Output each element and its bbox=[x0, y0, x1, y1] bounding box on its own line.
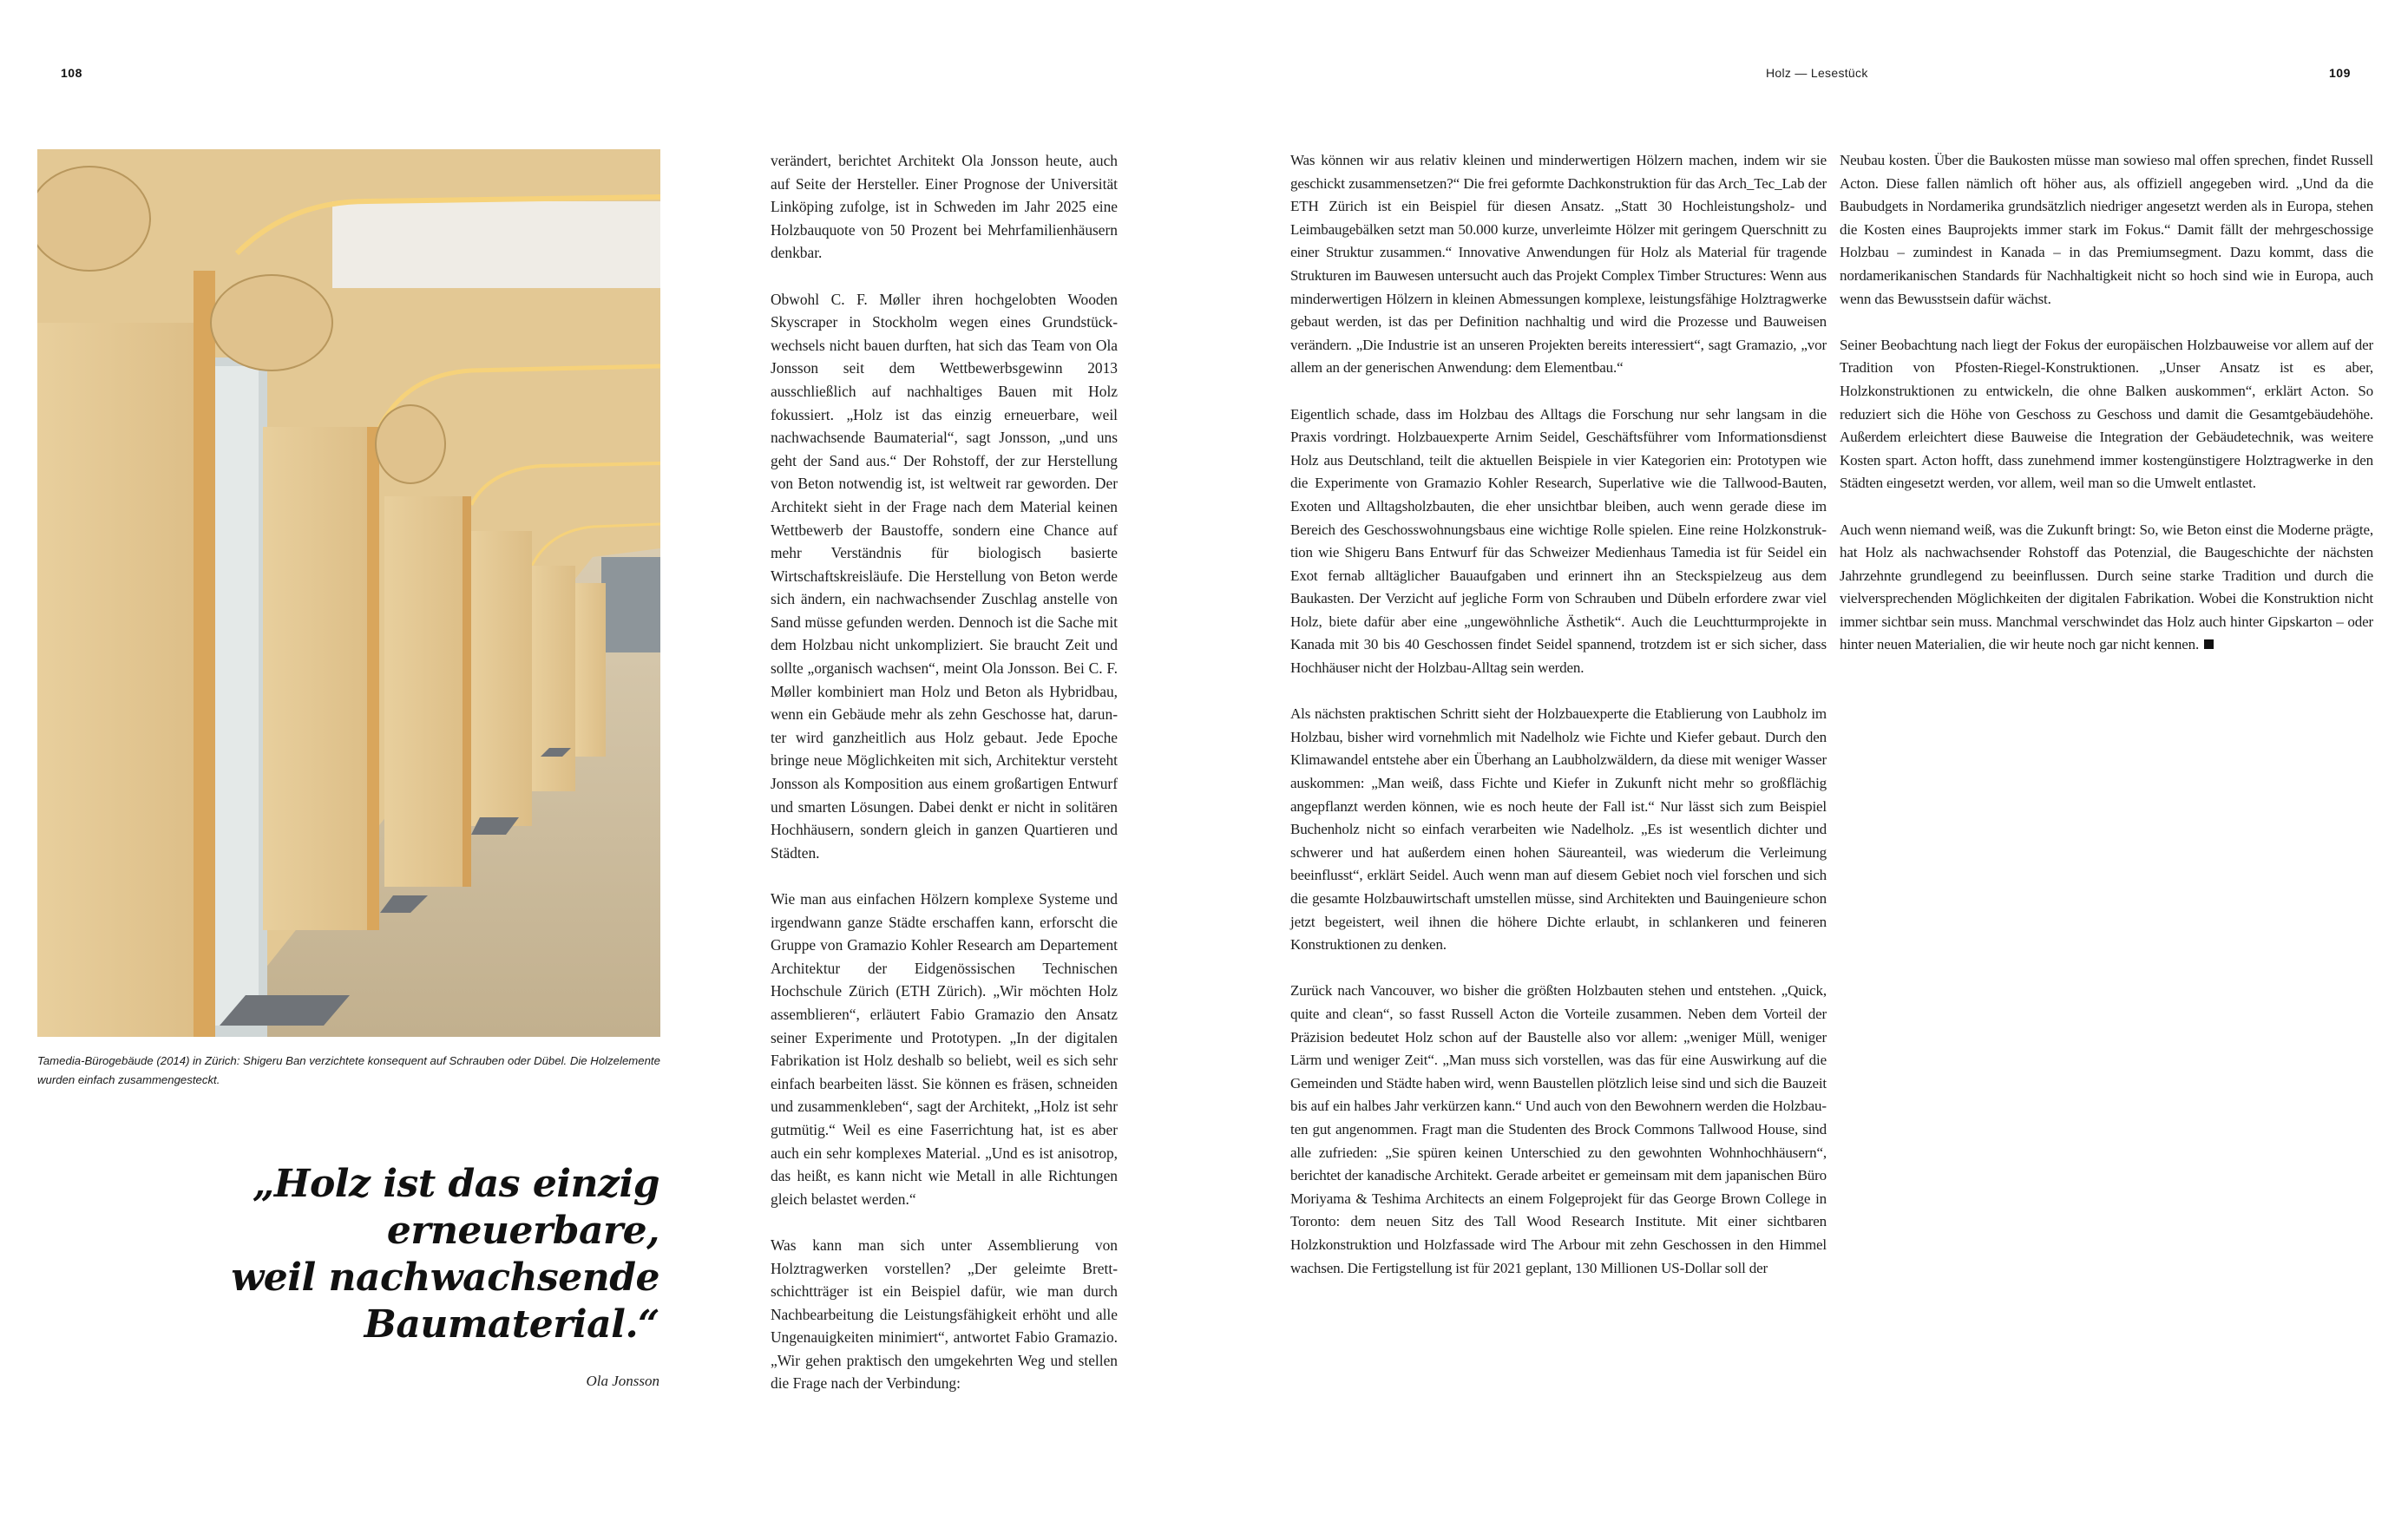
pull-quote bbox=[104, 1161, 659, 1348]
article-photo bbox=[37, 149, 660, 1037]
paragraph: verändert, berichtet Architekt Ola Jonsson heute, auch auf Seite der Hersteller. Einer Prognose der Universität Linköping zufolge, ist in Schweden im Jahr 2025 eine Holzbauquote von 50 Prozent bei Mehrfamilienhäusern denkbar. bbox=[771, 152, 1118, 262]
paragraph: Zurück nach Vancouver, wo bisher die größten Holzbauten stehen und entstehen. „Quick, quite and clean“, so fasst Russell Acton die Vorteile zusammen. Neben dem Vorteil der Präzision bedeutet Holz schon auf der Baustelle also vor allem: „weniger Müll, weniger Lärm und weniger Zeit“. „Man muss sich vorstellen, was das für eine Auswirkung auf die Gemeinden und Städte haben wird, wenn Baustellen plötzlich leise sind und sich die Bauzeit bis auf ein halbes Jahr verkürzen kann.“ Und auch von den Bewohnern werden die Holzbauten gut angenommen. Fragt man die Studenten des Brock Commons Tallwood House, sind alle zufrieden: „Sie spüren keinen Unterschied zu den gewohnten Wohnhochhäusern“, berichtet der kanadische Architekt. Gerade arbeitet er gemeinsam mit dem japanischen Büro Moriyama & Teshima Architects an einem Folgeprojekt für das George Brown College in Toronto: dem neuen Sitz des Tall Wood Research Institute. Mit einer sichtbaren Holzkonstruktion und Holzfassade wird The Arbour mit zehn Geschossen in den Himmel wachsen. Die Fertigstellung ist für 2021 geplant, 130 Millionen US-Dollar soll der bbox=[1290, 982, 1827, 1276]
paragraph: Als nächsten praktischen Schritt sieht der Holzbauexperte die Etablierung von Laubholz im Holzbau, bisher wird vornehmlich mit Nadelholz wie Fichte und Kiefer gebaut. Durch den Klimawandel entstehe aber ein Überhang an Laubholzwäldern, da diese mit weniger Wasser auskommen: „Man weiß, dass Fichte und Kiefer in Zukunft nicht mehr so großflächig angepflanzt werden können, wie es noch heute der Fall ist.“ Nur lässt sich zum Beispiel Buchenholz nicht so einfach verarbeiten wie Nadelholz. „Es ist wesentlich dichter und schwerer und hat außerdem einen hohen Säureanteil, was wiederum die Verleimung beeinflusst“, erklärt Seidel. Auch wenn man auf diesem Gebiet noch viel forschen und sich die gesamte Holzbauwirtschaft umstellen müsse, sind Architekten und Bauingenieure schon jetzt begeistert, weil ihnen die höhere Dichte erlaubt, in schlankeren und feineren Konstruktionen zu denken. bbox=[1290, 705, 1827, 954]
pull-quote-attribution: Ola Jonsson bbox=[586, 1373, 659, 1389]
page-number-right: 109 bbox=[2329, 66, 2351, 80]
text-column-1 bbox=[771, 149, 1118, 1395]
pull-quote-line: erneuerbare, bbox=[386, 1209, 659, 1253]
pull-quote-line: weil nachwachsende bbox=[231, 1255, 659, 1300]
page-number-left: 108 bbox=[61, 66, 82, 80]
paragraph: Eigentlich schade, dass im Holzbau des Alltags die Forschung nur sehr langsam in die Praxis vordringt. Holzbauexperte Arnim Seidel, Geschäftsführer vom Informationsdienst Holz aus Deutschland, teilt die aktuellen Beispiele in vier Kategorien ein: Prototypen wie die Experimente von Gramazio Kohler Research, Superlative wie die Tallwood-Bauten, Exoten und Alltagsholzbauten, die eher unsichtbar bleiben, auch wenn gerade diese im Bereich des Geschosswohnungsbaus eine wichtige Rolle spielen. Eine reine Holzkonstruktion wie Shigeru Bans Entwurf für das Schweizer Medienhaus Tamedia ist für Seidel ein Exot fernab alltäglicher Bauaufgaben und erinnert ihn an Steckspielzeug aus dem Baukasten. Der Verzicht auf jegliche Form von Schrauben und Dübeln erfordere zwar viel Holz, biete dafür aber eine „ungewöhnliche Ästhetik“. Auch die Leuchtturmprojekte in Kanada mit 30 bis 40 Geschossen findet Seidel spannend, trotzdem ist er sich sicher, dass Hochhäuser nicht der Holzbau-Alltag sein werden. bbox=[1290, 405, 1827, 677]
paragraph: Wie man aus einfachen Hölzern komplexe Systeme und irgendwann ganze Städte erschaffen kann, erforscht die Gruppe von Gramazio Kohler Research am Departement Architektur der Eidgenössischen Technischen Hochschule Zürich (ETH Zürich). „Wir möchten Holz assemblieren“, erläutert Fabio Gramazio den Ansatz seiner Experimente und Prototypen. „In der digitalen Fabrikation ist Holz deshalb so beliebt, weil es sich sehr einfach bearbeiten lässt. Sie können es fräsen, schneiden und zusammenkleben“, sagt der Architekt, „Holz ist sehr gutmütig.“ Weil es eine Faserrichtung hat, ist es aber auch ein sehr komplexes Material. „Und es ist anisotrop, das heißt, es kann nicht wie Metall in alle Richtungen gleich belastet werden.“ bbox=[771, 890, 1118, 1208]
paragraph: Was können wir aus relativ kleinen und minderwertigen Hölzern machen, indem wir sie geschickt zusammensetzen?“ Die frei geformte Dachkonstruktion für das Arch_Tec_Lab der ETH Zürich ist ein Beispiel für diesen Ansatz. „Statt 30 Hochleistungsholz- und Leimbaugebälken setzt man 50.000 kurze, unverleimte Hölzer mit geringem Querschnitt zu einer Struktur zusammen.“ Innovative Anwendungen für Holz als Material für tragende Strukturen im Bauwesen untersucht auch das Projekt Complex Timber Structures: Wenn aus minderwertigen Hölzern in kleinen Abmessungen komplexe, leistungsfähige Holztragwerke gebaut werden, ist das per Definition nachhaltig und wird die Prozesse und Bauweisen verändern. „Die Industrie ist an unseren Projekten bereits interessiert“, sagt Gramazio, „vor allem an der generischen Anwendung: dem Elementbau.“ bbox=[1290, 152, 1827, 377]
paragraph: Obwohl C. F. Møller ihren hochgelobten Wooden Skyscraper in Stockholm wegen eines Grundstückwechsels nicht bauen durften, hat sich das Team von Ola Jonsson seit dem Wettbewerbsgewinn 2013 ausschließlich auf nachhaltiges Bauen mit Holz fokussiert. „Holz ist das einzig erneuerbare, weil nachwachsende Baumaterial“, sagt Jonsson, „und uns geht der Sand aus.“ Der Rohstoff, der zur Herstellung von Beton notwendig ist, ist weltweit rar geworden. Der Architekt sieht in der Frage nach dem Material keinen Wettbewerb der Baustoffe, sondern eine Chance auf mehr Verständnis für biologisch basierte Wirtschaftskreisläufe. Die Herstellung von Beton werde sich ändern, ein nachwachsender Zuschlag anstelle von Sand müsse gefunden werden. Dennoch ist die Sache mit dem Holzbau nicht unkompliziert. Sie braucht Zeit und sollte „organisch wachsen“, meint Ola Jonsson. Bei C. F. Møller kombiniert man Holz und Beton als Hybridbau, wenn ein Gebäude mehr als zehn Geschosse hat, darunter wird ganzheitlich aus Holz gebaut. Jede Epoche bringe neue Möglichkeiten mit sich, Architektur versteht Jonsson als Komposition aus einem großartigen Entwurf und smarten Lösungen. Dabei denkt er nicht in solitären Hochhäusern, sondern gleich in ganzen Quartieren und Städten. bbox=[771, 290, 1118, 862]
pull-quote-line: „Holz ist das einzig bbox=[253, 1162, 659, 1206]
running-head: Holz — Lesestück bbox=[1766, 66, 1868, 80]
photo-caption: Tamedia-Bürogebäude (2014) in Zürich: Shigeru Ban verzichtete konsequent auf Schrauben oder Dübel. Die Holzelemente wurden einfach zusammengesteckt. bbox=[37, 1054, 660, 1086]
text-column-3 bbox=[1840, 149, 2373, 657]
pull-quote-line: Baumaterial.“ bbox=[364, 1302, 659, 1347]
end-of-article-mark bbox=[2204, 639, 2214, 649]
text-column-2 bbox=[1290, 149, 1827, 1280]
paragraph bbox=[1840, 519, 2373, 658]
paragraph: Neubau kosten. Über die Baukosten müsse man sowieso mal offen sprechen, findet Russell Acton. Diese fallen nämlich oft höher aus, als offiziell angegeben wird. „Und da die Baubudgets in Nordamerika grundsätzlich niedriger angesetzt werden als in Europa, stehen die Kosten eines Bauprojekts immer stark im Fokus.“ Damit fällt der mehrgeschossige Holzbau – zumindest in Kanada – in das Premiumsegment. Dazu kommt, dass die nordamerikanischen Standards für Nachhaltigkeit nicht so hoch sind wie in Europa, auch wenn das Bewusstsein dafür wächst. bbox=[1840, 152, 2373, 307]
paragraph: Was kann man sich unter Assemblierung von Holztragwerken vorstellen? „Der geleimte Brettschichtträger ist ein Beispiel dafür, wie man durch Nachbearbeitung die Leistungsfähigkeit erhöht und alle Ungenauigkeiten minimiert“, antwortet Fabio Gramazio. „Wir gehen praktisch den umgekehrten Weg und stellen die Frage nach der Verbindung: bbox=[771, 1236, 1118, 1393]
paragraph: Seiner Beobachtung nach liegt der Fokus der europäischen Holzbauweise vor allem auf der Tradition von Pfosten-Riegel-Konstruktionen. „Unser Ansatz ist es aber, Holzkonstruktionen zu entwickeln, die ohne Balken auskommen“, erklärt Acton. So reduziert sich die Höhe von Geschoss zu Geschoss und damit die Gesamtgebäudehöhe. Außerdem erleichtert diese Bauweise die Integration der Gebäudetechnik, was weitere Kosten spart. Acton hofft, dass zunehmend immer kostengünstigere Holztragwerke in den Städten eingesetzt werden, vor allem, weil man so die Umwelt entlastet. bbox=[1840, 336, 2373, 492]
timber-colonnade-illustration bbox=[37, 149, 660, 1037]
paragraph-text: Auch wenn niemand weiß, was die Zukunft bringt: So, wie Beton einst die Moderne prägte, hat Holz als nachwachsender Rohstoff das Potenzial, die Baugeschichte der nächsten Jahrzehnte grundlegend zu beeinflussen. Durch seine starke Tradition und durch die vielversprechenden Möglichkeiten der digitalen Fabrikation. Wobei die Konstruktion nicht immer sichtbar sein muss. Manchmal verschwindet das Holz auch hinter Gipskarton – oder hinter neuen Materialien, die wir heute noch gar nicht kennen. bbox=[1840, 521, 2373, 653]
